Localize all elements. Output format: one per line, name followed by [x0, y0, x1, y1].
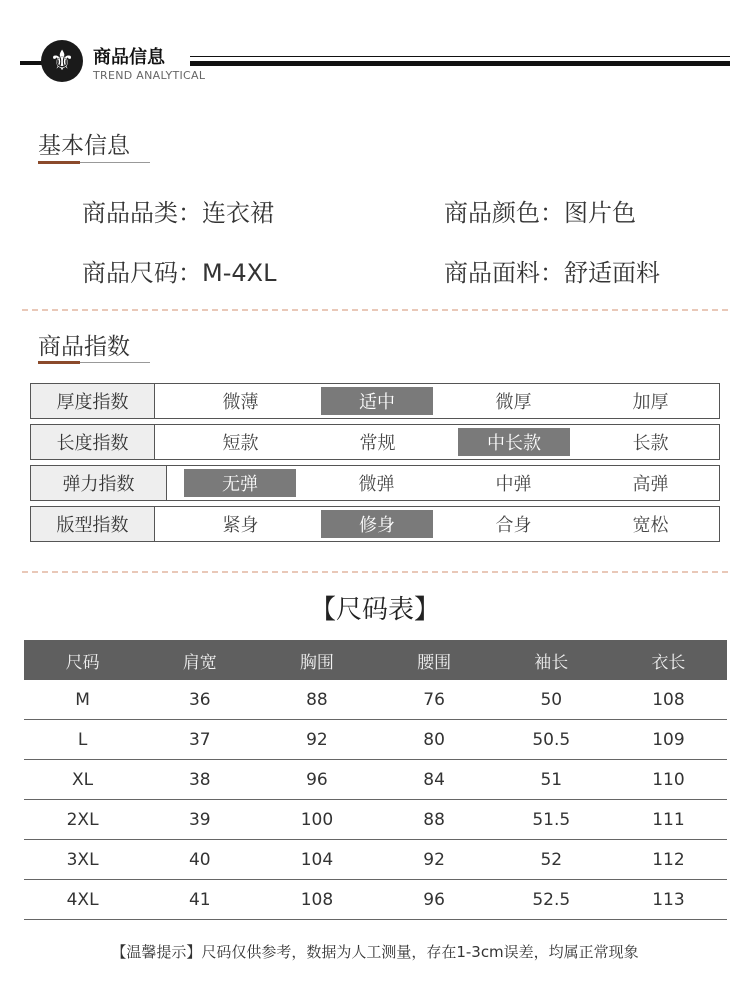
index-option: 微弹	[358, 474, 395, 495]
table-cell: 37	[188, 729, 211, 750]
table-cell: 100	[300, 809, 334, 830]
table-cell: L	[77, 729, 88, 750]
table-cell: 52.5	[532, 889, 571, 910]
index-option-selected: 无弹	[184, 469, 296, 497]
index-option-selected: 修身	[321, 510, 433, 538]
index-row-label: 长度指数	[31, 425, 155, 459]
divider-dashed	[22, 309, 728, 311]
table-cell: 4XL	[66, 889, 99, 910]
index-row-options	[155, 384, 719, 418]
table-cell: 112	[652, 849, 685, 870]
size-table-title: 【尺码表】	[309, 595, 440, 625]
table-cell: 110	[652, 769, 685, 790]
basic-info-title: 基本信息	[38, 133, 130, 159]
table-cell: 38	[188, 769, 211, 790]
header-title: 商品信息	[93, 47, 165, 68]
index-row	[30, 506, 720, 542]
index-option: 常规	[359, 433, 396, 454]
index-option: 微薄	[222, 392, 259, 413]
table-cell: 92	[423, 849, 445, 870]
table-cell: M	[75, 689, 90, 710]
table-cell: 2XL	[66, 809, 99, 830]
index-option: 紧身	[222, 515, 259, 536]
table-cell: 52	[540, 849, 563, 870]
index-row	[30, 383, 720, 419]
table-row	[24, 840, 727, 880]
index-option-selected: 中长款	[458, 428, 570, 456]
index-option: 中弹	[495, 474, 532, 495]
table-cell: 111	[652, 809, 685, 830]
divider-dashed	[22, 571, 728, 573]
table-header-cell: 胸围	[299, 652, 334, 673]
table-row	[24, 760, 727, 800]
table-header-cell: 尺码	[65, 652, 100, 673]
info-category-value: 连衣裙	[202, 199, 274, 227]
table-cell: 39	[188, 809, 211, 830]
table-header-cell: 衣长	[651, 652, 686, 673]
table-cell: 84	[423, 769, 445, 790]
table-cell: 104	[300, 849, 334, 870]
table-cell: 41	[188, 889, 211, 910]
table-cell: 51	[540, 769, 563, 790]
size-table-body	[24, 680, 727, 920]
info-size	[82, 253, 276, 288]
index-row-options	[155, 507, 719, 541]
header-left-rule	[20, 61, 42, 65]
index-option: 长款	[632, 433, 669, 454]
index-option: 合身	[495, 515, 532, 536]
index-option: 加厚	[632, 392, 669, 413]
table-row	[24, 800, 727, 840]
info-color-value: 图片色	[564, 199, 636, 227]
table-cell: 50	[540, 689, 563, 710]
table-row	[24, 720, 727, 760]
table-cell: 88	[423, 809, 445, 830]
table-header-cell: 肩宽	[182, 652, 217, 673]
table-cell: 109	[652, 729, 685, 750]
fleur-de-lis-icon: ⚜	[41, 40, 83, 82]
table-cell: 108	[300, 889, 334, 910]
info-color	[444, 193, 636, 228]
info-size-value: M-4XL	[202, 259, 277, 287]
info-color-label: 商品颜色：	[444, 199, 564, 227]
table-cell: 96	[306, 769, 328, 790]
info-category	[82, 193, 274, 228]
index-title: 商品指数	[38, 334, 130, 360]
header-subtitle: TREND ANALYTICAL	[93, 69, 206, 82]
table-cell: 50.5	[532, 729, 571, 750]
table-row	[24, 880, 727, 920]
header-rule-thin	[190, 56, 730, 57]
index-row-options	[155, 425, 719, 459]
header-rule-thick	[190, 61, 730, 66]
table-header-cell: 腰围	[417, 652, 452, 673]
index-row	[30, 465, 720, 501]
index-row-label: 版型指数	[31, 507, 155, 541]
table-row	[24, 680, 727, 720]
table-cell: 92	[306, 729, 328, 750]
size-tip: 【温馨提示】尺码仅供参考，数据为人工测量，存在1-3cm误差，均属正常现象	[111, 943, 639, 961]
index-option: 宽松	[632, 515, 669, 536]
index-row-label: 厚度指数	[31, 384, 155, 418]
table-cell: XL	[72, 769, 94, 790]
index-option: 短款	[222, 433, 259, 454]
table-cell: 113	[652, 889, 685, 910]
table-cell: 40	[188, 849, 211, 870]
index-row-options	[167, 466, 719, 500]
index-row	[30, 424, 720, 460]
table-cell: 80	[423, 729, 445, 750]
info-category-label: 商品品类：	[82, 199, 202, 227]
size-table-header	[24, 640, 727, 680]
index-accent	[38, 361, 80, 364]
basic-info-accent	[38, 161, 80, 164]
info-fabric-value: 舒适面料	[564, 259, 660, 287]
index-option: 微厚	[495, 392, 532, 413]
info-fabric	[444, 253, 660, 288]
index-option-selected: 适中	[321, 387, 433, 415]
info-size-label: 商品尺码：	[82, 259, 202, 287]
info-fabric-label: 商品面料：	[444, 259, 564, 287]
table-cell: 51.5	[532, 809, 571, 830]
table-cell: 108	[652, 689, 685, 710]
size-table	[24, 640, 727, 920]
table-cell: 76	[423, 689, 445, 710]
table-cell: 36	[188, 689, 211, 710]
table-cell: 88	[306, 689, 328, 710]
table-cell: 3XL	[66, 849, 99, 870]
index-row-label: 弹力指数	[31, 466, 167, 500]
index-option: 高弹	[632, 474, 669, 495]
table-cell: 96	[423, 889, 445, 910]
table-header-cell: 袖长	[534, 652, 569, 673]
